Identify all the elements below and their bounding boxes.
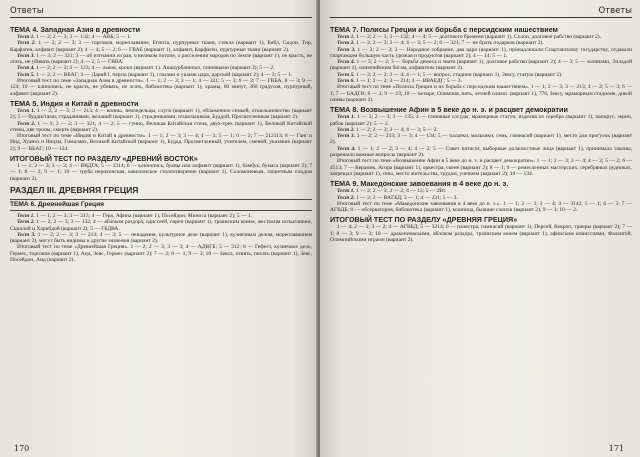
answer-text: Итоговый тест по теме «Индия и Китай в древности». 1 — 1; 2 — 3; 3 — 4; 4 — 3; 5 — 1; 6 — 2; 7 — 212113; 8 — Ганг и Инд, Хуанхэ и Янцзы, Гималаях, Великой Китайской (вариант 1), Будда, Просветленный, учителем, сменой, указание (вариант 2); 9 — ВБАГ; 10 — 124. bbox=[10, 133, 312, 152]
answer-text: Итоговый тест по теме «Македонские завоевания в 4 веке до н. э.». 1 — 1; 2 — 3; 3 — 4; 4 — 3142; 5 — 1; 6 — 3; 7 — АГВДБ; 8 — обсерватория, библиотека (вариант 1), кошница, бывшие слонов (вариант 2); 9 — 3; 10 — 2. bbox=[330, 200, 632, 214]
answer-text: 1 — 2; 2 — 3; 3 — 123; 4 — львов, кроки (вариант 1). Ашшурбанипал, глиняными (вариант 2); 5 — 2. bbox=[36, 65, 275, 72]
test-label: Тест 4. bbox=[337, 59, 355, 66]
answer-text: Итоговый тест по теме «Полисы Греции и их борьба с персидским нашествием». 1 — 1; 2 — 3; 3 — 213; 4 — 2; 5 — 3; 6 — 1; 7 — БАДГВ; 8 — 3; 9 — 23; 10 — четыре, Олимпия, пять, летней олимп. (вариант 1), 776, Зевсу, мраморным стадионе, дикой оливы (вариант 2). bbox=[330, 84, 632, 103]
right-page-number: 171 bbox=[608, 444, 624, 453]
test-label: Тест 2. bbox=[337, 40, 355, 47]
answer-line bbox=[10, 133, 312, 152]
answer-text: 1 — 2; 2 — 3; 3 — 2; 4 — 13; 5 — 2Вт. bbox=[356, 188, 447, 195]
answer-text: 1 — 2; 2 — 3; 3 — торговля, мореплавание, Египта, пурпурные ткани, стекла (вариант 1), Библ, Сидон, Тир, Карфаген, алфавит (вариант 2); 4 — 4; 5 — 2; 6 — ГВАБ (вариант 1), алфавит, Карфаген, пурпурные ткани (вариант 2). bbox=[10, 40, 313, 53]
answer-line bbox=[330, 47, 632, 60]
section-heading: ТЕМА 7. Полисы Греции и их борьба с персидским нашествием bbox=[330, 25, 558, 34]
test-label: Тест 1. bbox=[17, 34, 35, 40]
test-label: Тест 4. bbox=[337, 145, 356, 152]
test-label: Тест 4. bbox=[17, 65, 35, 72]
answer-text: 1 — 2; 2 — 3; 3 — 132; 4 — АВБ; 5 — 1. bbox=[36, 34, 132, 40]
test-label: Тест 1. bbox=[337, 34, 355, 40]
answer-text: 1 — 2; 2 — ВАГБД; 3 — 1; 4 — 231; 5 — 3. bbox=[356, 194, 458, 201]
answer-line bbox=[330, 114, 632, 127]
answer-line bbox=[10, 219, 312, 232]
answer-text: Итоговый тест по теме «Древнейшая Греция». 1 — 2; 2 — 3; 3 — 3; 4 — АДВГБ; 5 — 312; 6 — Гефест, кузнечное дело, Гермес, торговля (вариант 1), Аид, Зевс, Гермес (вариант 2); 7 — 2; 8 — 1; 9 — 3; 10 — Зевса, отнять, писать (вариант 1), Зевс, Посейдон, Аид (вариант 2). bbox=[10, 244, 312, 264]
answer-text: Итоговый тест по теме «Западная Азия в древности». 1 — 1; 2 — 3; 3 — 1; 4 — 321; 5 — 3; 6 — 2; 7 — ГВБА; 8 — 3; 9 — 124; 10 — клинопись, не красть, не убивать, не лгать, библиотека (вариант 1), храмы, 60 минут, 360 градусов, пурпурный, алфавит (вариант 2). bbox=[10, 78, 312, 97]
test-label: Тест 3. bbox=[337, 46, 356, 53]
answer-text: 1 — 1; 2 — 2; 3 — 321; 4 — 2; 5 — гунно, Великая Китайская стена, двух-трех (вариант 1), Великой Китайской стены, две тропы, смерть (вариант 2). bbox=[10, 120, 313, 133]
left-running-head: Ответы bbox=[10, 4, 312, 18]
left-page-number: 170 bbox=[14, 444, 30, 453]
test-label: Тест 1. bbox=[17, 212, 35, 219]
test-label: Тест 1. bbox=[337, 114, 356, 121]
answer-line bbox=[10, 244, 312, 263]
section-heading: ТЕМА 5. Индия и Китай в древности bbox=[10, 98, 139, 108]
answer-text: 1 — 2; 2 — 3; 3 — 132; 4 — яблоком раздора, одиссеей, сирен (вариант 1), троянским конем, жестоким испытанием, Сциллой и Харибдой (вариант 2); 5 — ГБДВА. bbox=[10, 219, 313, 232]
test-label: Тест 2. bbox=[337, 194, 355, 201]
left-content bbox=[10, 25, 312, 263]
answer-line bbox=[10, 232, 312, 245]
answer-text: 1 — 2; 2 — 213; 3 — 3; 4 — 134; 5 — палатки, мальчики, семь, гимнасий (вариант 1), место для прогулок (вариант 2). bbox=[330, 133, 633, 146]
answer-text: 1 — 2; 2 — ВБАГ; 3 — Дарий I, персы (вариант 1), глазами и ушами царя, царской (вариант 2); 4 — 3; 5 — 1. bbox=[36, 71, 293, 78]
right-page bbox=[320, 0, 640, 457]
answer-text: 1 — 1; 2 — 2; 3 — 214; 4 — ВВАЕДГ; 5 — 3. bbox=[356, 78, 462, 85]
test-label: Тест 2. bbox=[17, 40, 36, 47]
answer-line bbox=[10, 108, 312, 121]
part-heading: РАЗДЕЛ III. ДРЕВНЯЯ ГРЕЦИЯ bbox=[10, 184, 139, 195]
answer-line bbox=[330, 224, 632, 243]
section-heading: ТЕМА 6. Древнейшая Греция bbox=[10, 199, 312, 211]
answer-line bbox=[330, 133, 632, 146]
answer-text: 1 — 2; 2 — 3; 3 — Народное собрание, два царя (вариант 1), принадлежали Спартанскому государству, отдавали спартанцам большую часть урожая и продуктов (вариант 2); 4 — 14; 5 — 1. bbox=[330, 46, 633, 59]
right-content bbox=[330, 25, 632, 243]
test-label: Тест 2. bbox=[17, 219, 35, 226]
answer-text: 1 — 1; 2 — 3; 3 — 3; 4 — ВВДГА; 5 — 2314; 6 — клинопись, буквы или алфавит (вариант 1), бамбук, бумага (вариант 2); 7 — 1; 8 — 2; 9 — 1; 10 — труба иерихонская, вавилонское столпотворение (вариант 1), Соломоновым, запретным плодом (вариант 2). bbox=[10, 163, 312, 182]
answer-line bbox=[10, 121, 312, 134]
section-heading: ИТОГОВЫЙ ТЕСТ ПО РАЗДЕЛУ «ДРЕВНЯЯ ГРЕЦИЯ» bbox=[330, 215, 518, 225]
section-heading: ИТОГОВЫЙ ТЕСТ ПО РАЗДЕЛУ «ДРЕВНИЙ ВОСТОК» bbox=[10, 154, 198, 164]
answer-line bbox=[10, 78, 312, 97]
answer-text: 1 — 2; 2 — 3; 3 — 213; 4 — 3; 5 — непадения, культурное деле (вариант 1), кузнечным делом, мореплаванием (вариант 2), могут быть видимы и другие значения (вариант 2). bbox=[10, 231, 313, 245]
test-label: Тест 3. bbox=[337, 133, 356, 140]
answer-line bbox=[10, 163, 312, 182]
answer-text: 1 — 1; 2 — 3; 3 — 213; 4 — Гера, Афина (вариант 1), Посейдон, Миноса (вариант 2); 5 — 1. bbox=[36, 212, 252, 219]
answer-line bbox=[330, 84, 632, 103]
answer-line bbox=[330, 59, 632, 72]
test-label: Тест 2. bbox=[17, 120, 36, 127]
answer-text: 1 — 1; 2 — 2; 3 — 4; 4 — 2; 5 — Совет пятисот, выборные должностные лица (вариант 1), принимало законы, разрешало важные вопросы (вариант 2). bbox=[330, 145, 633, 159]
test-label: Тест 5. bbox=[337, 71, 355, 78]
section-heading: ТЕМА 9. Македонские завоевания в 4 веке до н. э. bbox=[330, 179, 509, 189]
answer-text: 1 — 2; 2 — 3; 3 — 213; 4 — воины, земледельцы, слуги (вариант 1), облаженное семьей, отшельничество (вариант 2); 5 — буддистами, страданиями, желаний (вариант 1), страдникиями, отшельником, Буддой, Просветленным (вариант 2). bbox=[10, 107, 313, 121]
answer-line bbox=[330, 146, 632, 159]
answer-text: 1 — 3; 2 — 2; 3 — борьба демоса и знати (вариант 1), долговое рабство (вариант 2); 4 — 3; 5 — эллинами, Элладой (вариант 1), олимпийским богам, алфавитом (вариант 2). bbox=[330, 59, 633, 72]
test-label: Тест 3. bbox=[17, 231, 36, 238]
test-label: Тест 5. bbox=[17, 71, 35, 78]
test-label: Тест 1. bbox=[17, 107, 36, 114]
test-label: Тест 6. bbox=[337, 78, 355, 85]
answer-text: 1 — 2; 2 — 3; 3 — 4; 4 — 3; 5 — 2; 6 — 321; 7 — не брать подарков (вариант 2). bbox=[356, 40, 544, 47]
answer-text: 1 — 3; 2 — 3; 3 — 135; 4 — глиняные сосуды, мраморные статуи, изделия из серебра (вариант 1), папирус, зерно, рабов (вариант 2); 5 — 2. bbox=[330, 114, 632, 127]
test-label: Тест 2. bbox=[337, 126, 355, 133]
section-heading: ТЕМА 8. Возвышение Афин в 5 веке до н. э. и расцвет демократии bbox=[330, 105, 568, 115]
section-heading: ТЕМА 4. Западная Азия в древности bbox=[10, 25, 141, 34]
answer-line bbox=[10, 40, 312, 53]
answer-text: Итоговый тест по теме «Возвышение Афин в 5 веке до н. э. и расцвет демократии». 1 — 1; 2 — 3; 3 — 4; 4 — 2; 5 — 2; 6 — 4513; 7 — Керамик, Агора (вариант 1), оркестра, скене (вариант 2); 8 — 1; 9 — ремесленных мастерских, серебряных рудниках, запрещал (вариант 1), сено, место жительства, трудом, учением (вариант 2); 10 — 134. bbox=[330, 158, 632, 177]
left-page bbox=[0, 0, 318, 457]
answer-text: 1 — 2; 2 — 3; 3 — 4; 4 — 3; 5 — 2. bbox=[356, 126, 438, 133]
answer-line bbox=[330, 158, 632, 177]
answer-text: 1 — 3; 2 — 321; 3 — об изгнании из рая, о великом потопе, о расселении народов по Земле (вариант 1), не красть, не лгать, не убивать (вариант 2); 4 — 2; 5 — ГВВА. bbox=[10, 52, 313, 66]
answer-line bbox=[330, 201, 632, 214]
right-running-head: Ответы bbox=[330, 4, 632, 18]
answer-text: 1 — 2; 2 — 2; 3 — 4; 4 — 1; 5 — вопрос, стадион (вариант 1), Зевсу, статую (вариант 2). bbox=[356, 71, 563, 78]
answer-text: 1 — 4; 2 — 3; 3 — 2; 4 — АГВБД; 5 — 3214; 6 — палестра, гимнасий (вариант 1), Персей, Кекроп, триеры (вариант 2); 7 — 1; 8 — 3; 9 — 3; 10 — дракониовскими, яблоком раздора, троянским конем (вариант 1), афинским комиссиями, Фалангой, Олимпийскими играми (вариант 2). bbox=[330, 224, 632, 244]
answer-line bbox=[10, 53, 312, 66]
answer-text: 1 — 2; 2 — 3; 3 — 132; 4 — 4; 5 — долгового бремени (вариант 1), Солон, долговое рабство (вариант 2). bbox=[356, 34, 601, 40]
test-label: Тест 1. bbox=[337, 188, 355, 195]
test-label: Тест 3. bbox=[17, 52, 35, 59]
